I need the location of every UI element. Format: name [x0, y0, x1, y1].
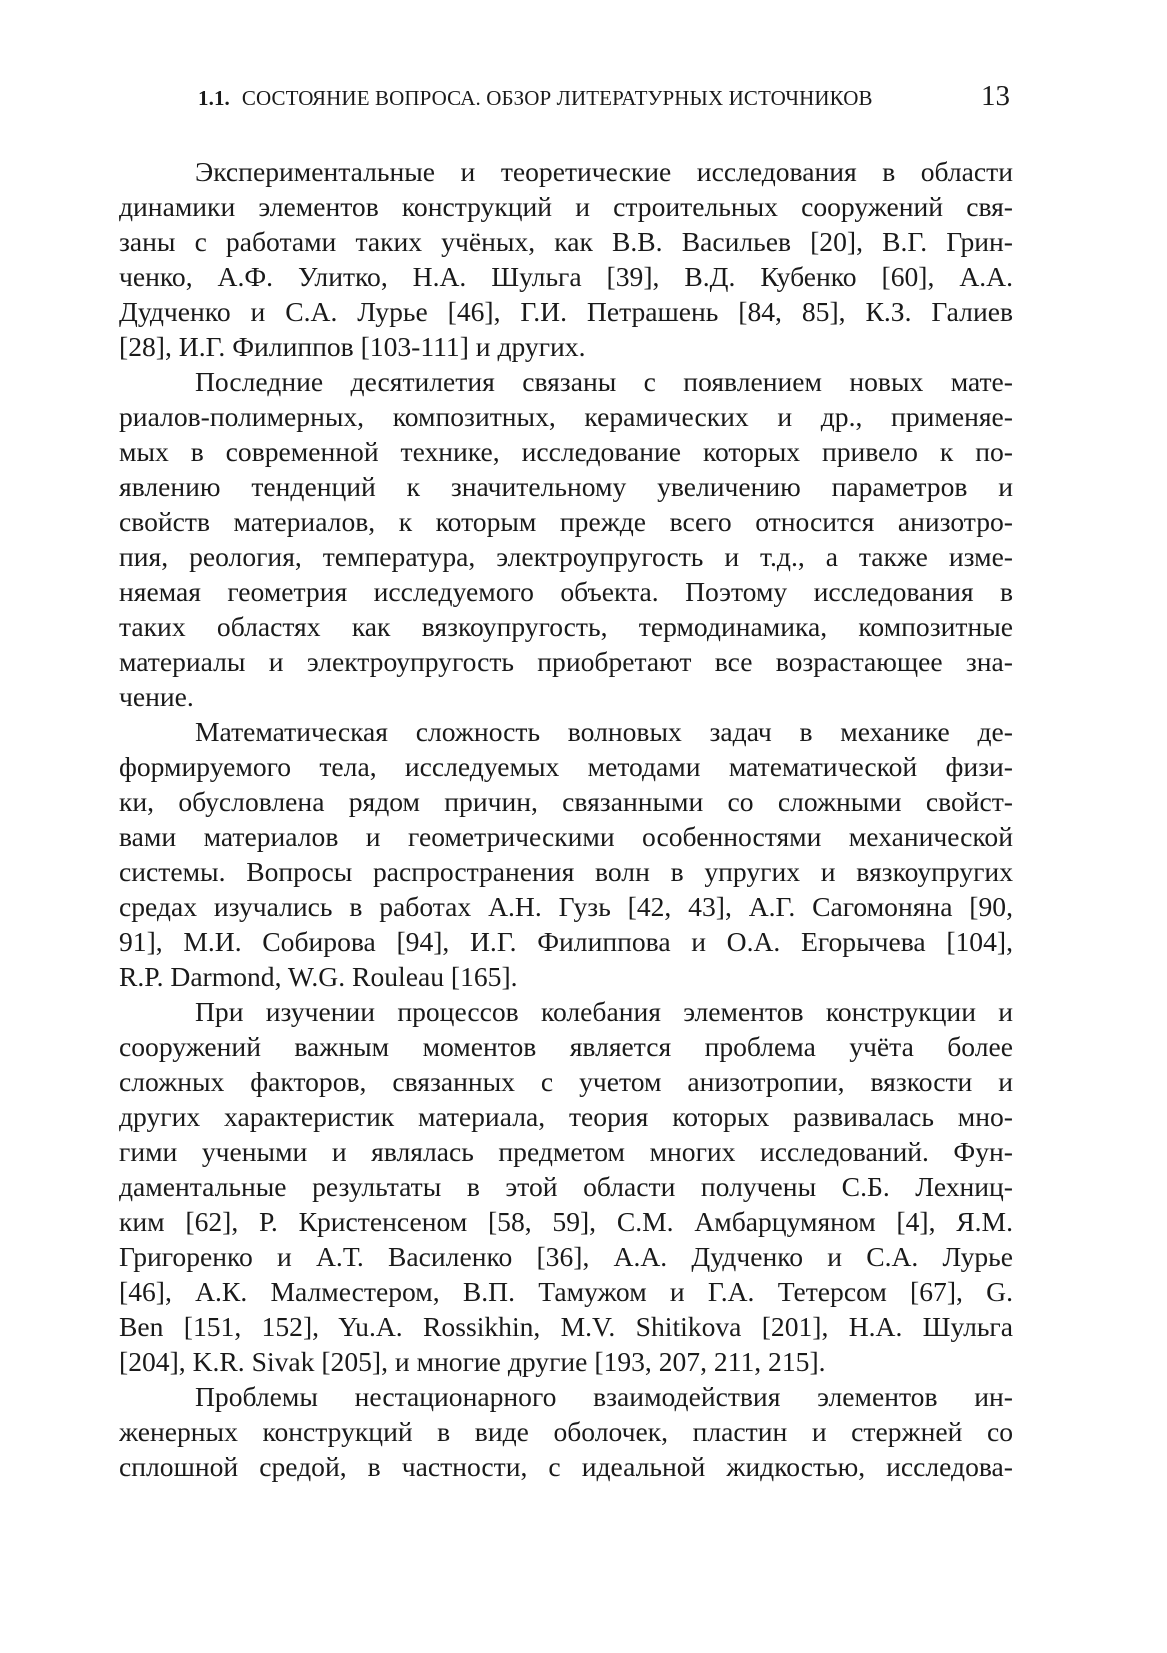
- text-line: [28], И.Г. Филиппов [103-111] и других.: [119, 331, 586, 362]
- text-line: мых в современной технике, исследование которых привело к по-: [119, 436, 1013, 467]
- text-line: 91], М.И. Собирова [94], И.Г. Филиппова и О.А. Егорычева [104],: [119, 926, 1013, 957]
- text-line: явлению тенденций к значительному увеличению параметров и: [119, 471, 1013, 502]
- text-line: женерных конструкций в виде оболочек, пластин и стержней со: [119, 1416, 1013, 1447]
- text-line: [204], K.R. Sivak [205], и многие другие [193, 207, 211, 215].: [119, 1346, 826, 1377]
- page-number: 13: [981, 80, 1010, 112]
- text-line: При изучении процессов колебания элементов конструкции и: [195, 996, 1013, 1027]
- body-text: [119, 154, 1013, 1484]
- text-line: Проблемы нестационарного взаимодействия элементов ин-: [195, 1381, 1013, 1412]
- text-line: Григоренко и А.Т. Василенко [36], А.А. Дудченко и С.А. Лурье: [119, 1241, 1013, 1272]
- text-line: ким [62], Р. Кристенсеном [58, 59], С.М. Амбарцумяном [4], Я.М.: [119, 1206, 1013, 1237]
- text-line: сплошной средой, в частности, с идеальной жидкостью, исследова-: [119, 1451, 1013, 1482]
- text-line: Последние десятилетия связаны с появлением новых мате-: [195, 366, 1013, 397]
- text-line: таких областях как вязкоупругость, термодинамика, композитные: [119, 611, 1013, 642]
- text-line: Ben [151, 152], Yu.A. Rossikhin, M.V. Shitikova [201], Н.А. Шульга: [119, 1311, 1013, 1342]
- text-line: сооружений важным моментов является проблема учёта более: [119, 1031, 1013, 1062]
- text-line: Дудченко и С.А. Лурье [46], Г.И. Петрашень [84, 85], К.З. Галиев: [119, 296, 1013, 327]
- text-line: даментальные результаты в этой области получены С.Б. Лехниц-: [119, 1171, 1013, 1202]
- text-line: динамики элементов конструкций и строительных сооружений свя-: [119, 191, 1013, 222]
- text-line: пия, реология, температура, электроупругость и т.д., а также изме-: [119, 541, 1013, 572]
- text-line: Экспериментальные и теоретические исследования в области: [195, 156, 1013, 187]
- text-line: формируемого тела, исследуемых методами математической физи-: [119, 751, 1013, 782]
- text-line: заны с работами таких учёных, как В.В. Васильев [20], В.Г. Грин-: [119, 226, 1013, 257]
- text-line: средах изучались в работах А.Н. Гузь [42, 43], А.Г. Сагомоняна [90,: [119, 891, 1013, 922]
- text-line: R.P. Darmond, W.G. Rouleau [165].: [119, 961, 518, 992]
- text-line: гими учеными и являлась предметом многих исследований. Фун-: [119, 1136, 1013, 1167]
- text-line: материалы и электроупругость приобретают все возрастающее зна-: [119, 646, 1013, 677]
- text-line: других характеристик материала, теория которых развивалась мно-: [119, 1101, 1013, 1132]
- section-number: 1.1.: [198, 86, 230, 110]
- text-line: сложных факторов, связанных с учетом анизотропии, вязкости и: [119, 1066, 1013, 1097]
- section-heading: [198, 86, 873, 111]
- text-line: Математическая сложность волновых задач в механике де-: [195, 716, 1013, 747]
- text-line: вами материалов и геометрическими особенностями механической: [119, 821, 1013, 852]
- paragraph: [119, 154, 1013, 364]
- text-line: ки, обусловлена рядом причин, связанными со сложными свойст-: [119, 786, 1013, 817]
- text-line: ченко, А.Ф. Улитко, Н.А. Шульга [39], В.Д. Кубенко [60], А.А.: [119, 261, 1013, 292]
- text-line: системы. Вопросы распространения волн в упругих и вязкоупругих: [119, 856, 1013, 887]
- text-line: риалов-полимерных, композитных, керамических и др., применяе-: [119, 401, 1013, 432]
- text-line: [46], А.К. Малместером, В.П. Тамужом и Г.А. Тетерсом [67], G.: [119, 1276, 1013, 1307]
- text-line: свойств материалов, к которым прежде всего относится анизотро-: [119, 506, 1013, 537]
- section-title: СОСТОЯНИЕ ВОПРОСА. ОБЗОР ЛИТЕРАТУРНЫХ ИСТОЧНИКОВ: [241, 86, 873, 110]
- paragraph: [119, 994, 1013, 1379]
- text-line: чение.: [119, 681, 194, 712]
- running-header: [190, 80, 1010, 114]
- paragraph: [119, 364, 1013, 714]
- paragraph: [119, 714, 1013, 994]
- text-line: няемая геометрия исследуемого объекта. Поэтому исследования в: [119, 576, 1013, 607]
- paragraph: [119, 1379, 1013, 1484]
